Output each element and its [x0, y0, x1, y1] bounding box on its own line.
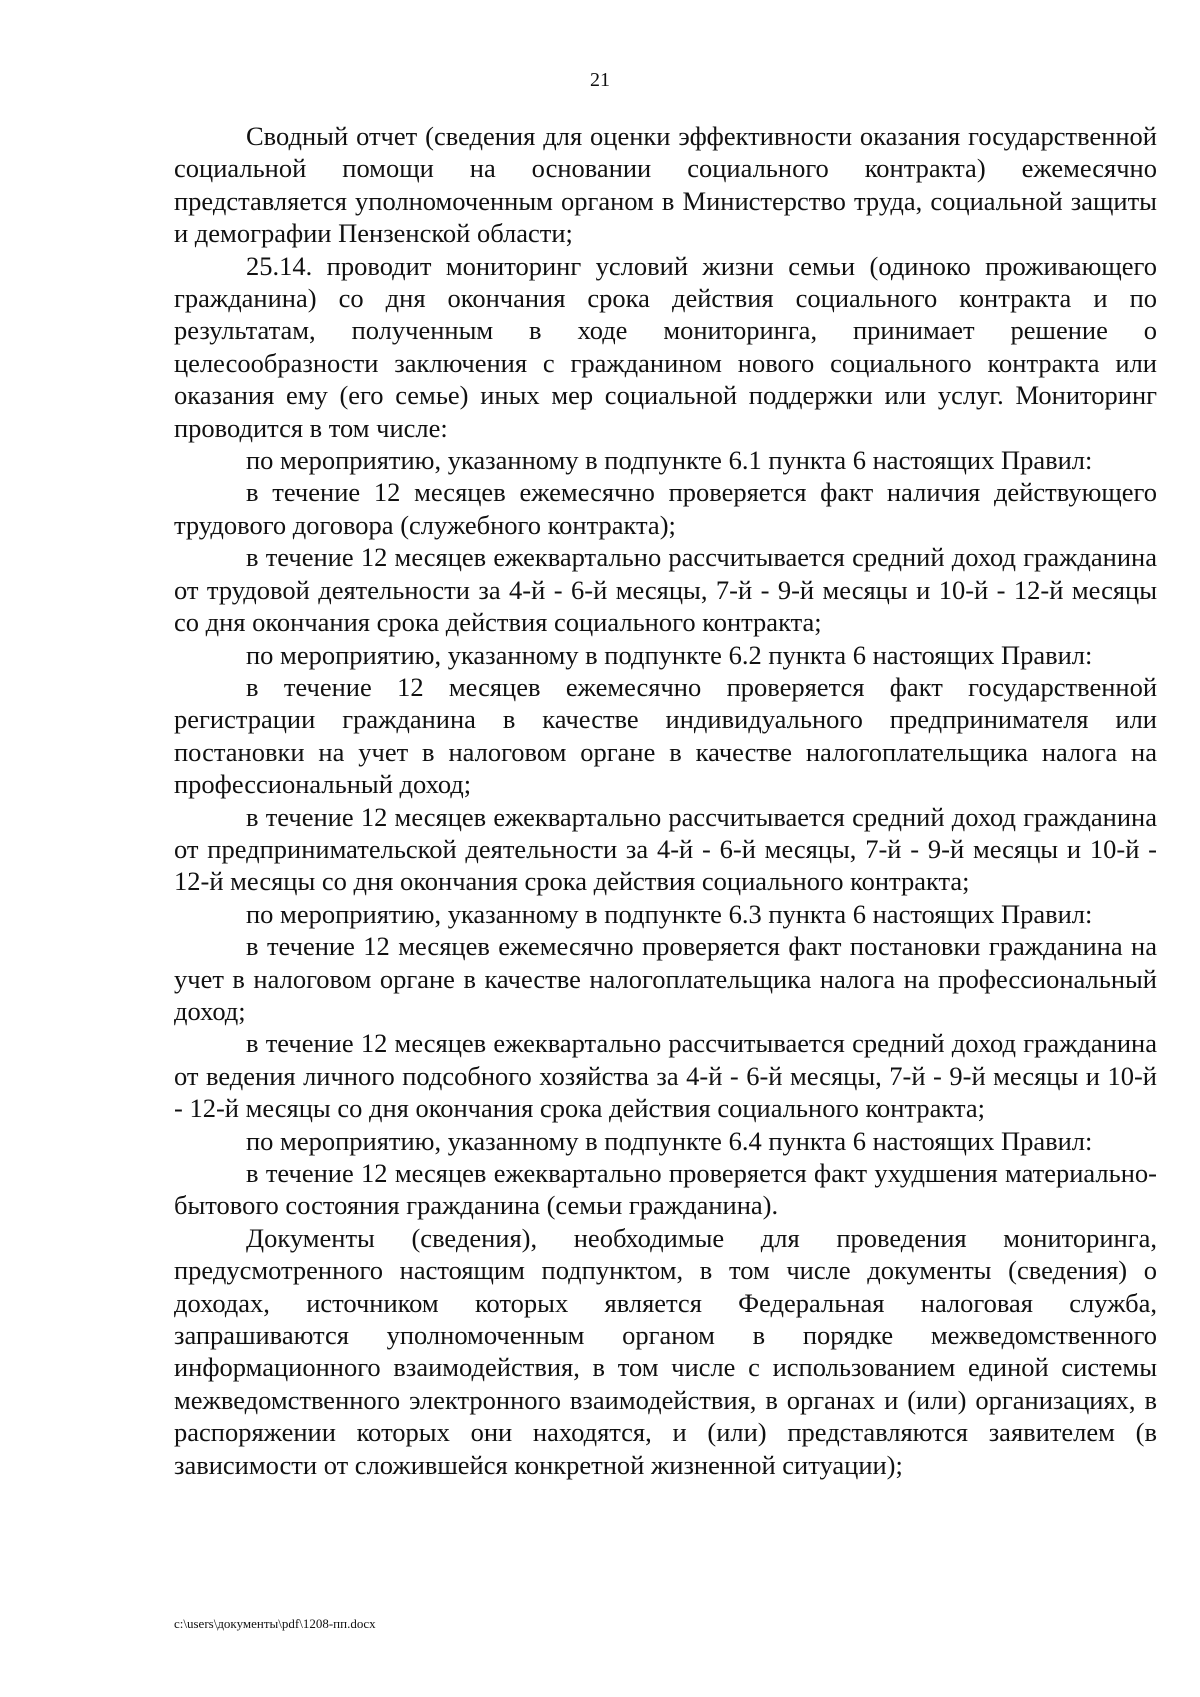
paragraph: Сводный отчет (сведения для оценки эффективности оказания государственной социальной помощи на основании социального контракта) ежемесячно представляется уполномоченным органом в Министерство труда, социальной защиты и демографии Пензенской области; — [174, 121, 1157, 249]
paragraph: 25.14. проводит мониторинг условий жизни семьи (одиноко проживающего гражданина) со дня окончания срока действия социального контракта и по результатам, полученным в ходе мониторинга, принимает решение о целесообразности заключения с гражданином нового социального контракта или оказания ему (его семье) иных мер социальной поддержки или услуг. Мониторинг проводится в том числе: — [174, 250, 1157, 443]
paragraph: в течение 12 месяцев ежеквартально рассчитывается средний доход гражданина от трудовой деятельности за 4-й - 6-й месяцы, 7-й - 9-й месяцы и 10-й - 12-й месяцы со дня окончания срока действия социального контракта; — [174, 542, 1157, 638]
paragraph: по мероприятию, указанному в подпункте 6.3 пункта 6 настоящих Правил: — [246, 898, 1093, 929]
paragraph: по мероприятию, указанному в подпункте 6.1 пункта 6 настоящих Правил: — [246, 445, 1093, 476]
paragraph: в течение 12 месяцев ежеквартально рассчитывается средний доход гражданина от предпринимательской деятельности за 4-й - 6-й месяцы, 7-й - 9-й месяцы и 10-й - 12-й месяцы со дня окончания срока действия социального контракта; — [174, 801, 1157, 897]
paragraph: в течение 12 месяцев ежемесячно проверяется факт наличия действующего трудового договора (служебного контракта); — [174, 477, 1157, 540]
page-number: 21 — [590, 69, 610, 91]
footer-file-path: c:\users\документы\pdf\1208-пп.docx — [174, 1616, 376, 1631]
paragraph: Документы (сведения), необходимые для проведения мониторинга, предусмотренного настоящим подпунктом, в том числе документы (сведения) о доходах, источником которых является Федеральная налоговая служба, запрашиваются уполномоченным органом в порядке межведомственного информационного взаимодействия, в том числе с использованием единой системы межведомственного электронного взаимодействия, в органах и (или) организациях, в распоряжении которых они находятся, и (или) представляются заявителем (в зависимости от сложившейся конкретной жизненной ситуации); — [174, 1222, 1157, 1480]
paragraph: в течение 12 месяцев ежемесячно проверяется факт постановки гражданина на учет в налоговом органе в качестве налогоплательщика налога на профессиональный доход; — [174, 931, 1157, 1026]
paragraph: по мероприятию, указанному в подпункте 6.2 пункта 6 настоящих Правил: — [246, 639, 1093, 670]
paragraph: в течение 12 месяцев ежеквартально рассчитывается средний доход гражданина от ведения личного подсобного хозяйства за 4-й - 6-й месяцы, 7-й - 9-й месяцы и 10-й - 12-й месяцы со дня окончания срока действия социального контракта; — [174, 1028, 1157, 1124]
paragraph: в течение 12 месяцев ежеквартально проверяется факт ухудшения материально-бытового состояния гражданина (семьи гражданина). — [174, 1158, 1157, 1221]
paragraph: по мероприятию, указанному в подпункте 6.4 пункта 6 настоящих Правил: — [246, 1125, 1093, 1156]
paragraph: в течение 12 месяцев ежемесячно проверяется факт государственной регистрации гражданина в качестве индивидуального предпринимателя или постановки на учет в налоговом органе в качестве налогоплательщика налога на профессиональный доход; — [174, 671, 1157, 800]
document-body — [174, 120, 1157, 1481]
